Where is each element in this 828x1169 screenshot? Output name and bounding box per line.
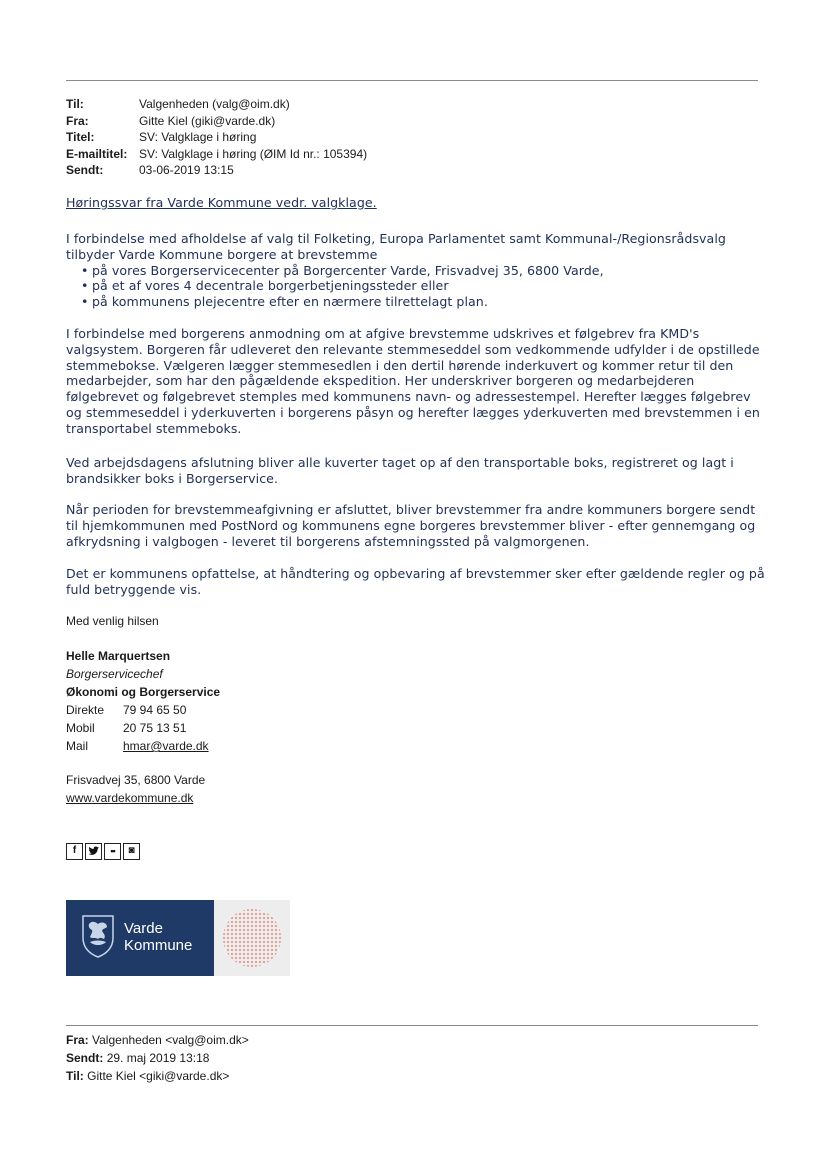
direct-phone: Direkte 79 94 65 50 (66, 703, 187, 717)
dotted-seal-icon (214, 900, 290, 976)
signature-closing: Med venlig hilsen (66, 614, 159, 628)
email-title-value: SV: Valgklage i høring (ØIM Id nr.: 105394) (139, 146, 368, 161)
paragraph-closing-day: Ved arbejdsdagens afslutning bliver alle kuverter taget op af den transportable boks, registreret og lagt i brandsikker boks i Borgerservice. (66, 455, 734, 486)
sent-value: 03-06-2019 13:15 (139, 163, 234, 177)
twitter-icon[interactable] (85, 843, 102, 860)
email-title-label: E-mailtitel: (66, 146, 128, 161)
signature-name: Helle Marquertsen (66, 649, 171, 663)
from-label: Fra: (66, 113, 89, 128)
email-header (66, 96, 367, 179)
address: Frisvadvej 35, 6800 Varde (66, 773, 206, 787)
mail-link[interactable]: hmar@varde.dk (123, 739, 209, 753)
to-label: Til: (66, 97, 84, 111)
coat-of-arms-icon (80, 912, 116, 958)
varde-kommune-logo (66, 900, 214, 976)
flickr-icon[interactable]: •• (104, 843, 121, 860)
facebook-icon[interactable]: f (66, 843, 83, 860)
title-value: SV: Valgklage i høring (139, 130, 257, 144)
social-icons (66, 843, 140, 860)
bullet-list (66, 263, 766, 310)
instagram-icon[interactable]: ◙ (123, 843, 140, 860)
from-value: Gitte Kiel (giki@varde.dk) (139, 113, 276, 128)
paragraph-procedure: I forbindelse med borgerens anmodning om at afgive brevstemme udskrives et følgebrev fra KMD's valgsystem. Borgeren får udleveret den relevante stemmeseddel som vedkommende udfylder i de opstillede stemmebokse. Vælgeren lægger stemmesedlen i den dertil hørende inderkuvert og kommer retur til den medarbejder, som har den pågældende ekspedition. Her underskriver borgeren og medarbejderen følgebrevet og følgebrevet stemples med kommunens navn- og adressestempel. Herefter lægges følgebrev og stemmeseddel i yderkuverten i borgerens påsyn og herefter lægges yderkuverten med brevstemmen i en transportabel stemmeboks. (66, 326, 760, 436)
letter-heading: Høringssvar fra Varde Kommune vedr. valgklage. (66, 195, 377, 210)
sent-label: Sendt: (66, 163, 104, 177)
intro-block (66, 231, 766, 310)
intro-paragraph: I forbindelse med afholdelse af valg til Folketing, Europa Parlamentet samt Kommunal-/Regionsrådsvalg tilbyder Varde Kommune borgere at brevstemme (66, 231, 726, 262)
paragraph-opinion: Det er kommunens opfattelse, at håndtering og opbevaring af brevstemmer sker efter gældende regler og på fuld betryggende vis. (66, 566, 765, 597)
logo-text: Varde Kommune (124, 920, 193, 954)
paragraph-period: Når perioden for brevstemmeafgivning er afsluttet, bliver brevstemmer fra andre kommuners borgere sendt til hjemkommunen med PostNord og kommunens egne borgeres brevstemmer bliver - efter gennemgang og afkrydsning i valgbogen - leveret til borgerens afstemningssted på valgmorgenen. (66, 502, 756, 549)
signature-role: Borgerservicechef (66, 667, 163, 681)
forward-divider (66, 1025, 758, 1026)
mail-row: Mail hmar@varde.dk (66, 739, 209, 753)
forward-header: Fra: Valgenheden <valg@oim.dk> Sendt: 29. maj 2019 13:18 Til: Gitte Kiel <giki@varde.dk> (66, 1033, 249, 1083)
seal-graphic (214, 900, 290, 976)
title-label: Titel: (66, 130, 95, 144)
to-value: Valgenheden (valg@oim.dk) (139, 97, 290, 111)
top-divider (66, 80, 758, 81)
forward-sent: 29. maj 2019 13:18 (106, 1051, 210, 1065)
list-item: • på kommunens plejecentre efter en nærmere tilrettelagt plan. (66, 294, 766, 310)
signature-block (66, 647, 220, 755)
list-item: • på et af vores 4 decentrale borgerbetjeningssteder eller (66, 278, 766, 294)
forward-from: Valgenheden <valg@oim.dk> (92, 1033, 249, 1047)
address-block (66, 771, 205, 807)
forward-to: Gitte Kiel <giki@varde.dk> (87, 1069, 230, 1083)
list-item: • på vores Borgerservicecenter på Borgercenter Varde, Frisvadvej 35, 6800 Varde, (66, 263, 766, 279)
mobile-phone: Mobil 20 75 13 51 (66, 721, 187, 735)
website-link[interactable]: www.vardekommune.dk (66, 791, 194, 805)
signature-department: Økonomi og Borgerservice (66, 685, 221, 699)
